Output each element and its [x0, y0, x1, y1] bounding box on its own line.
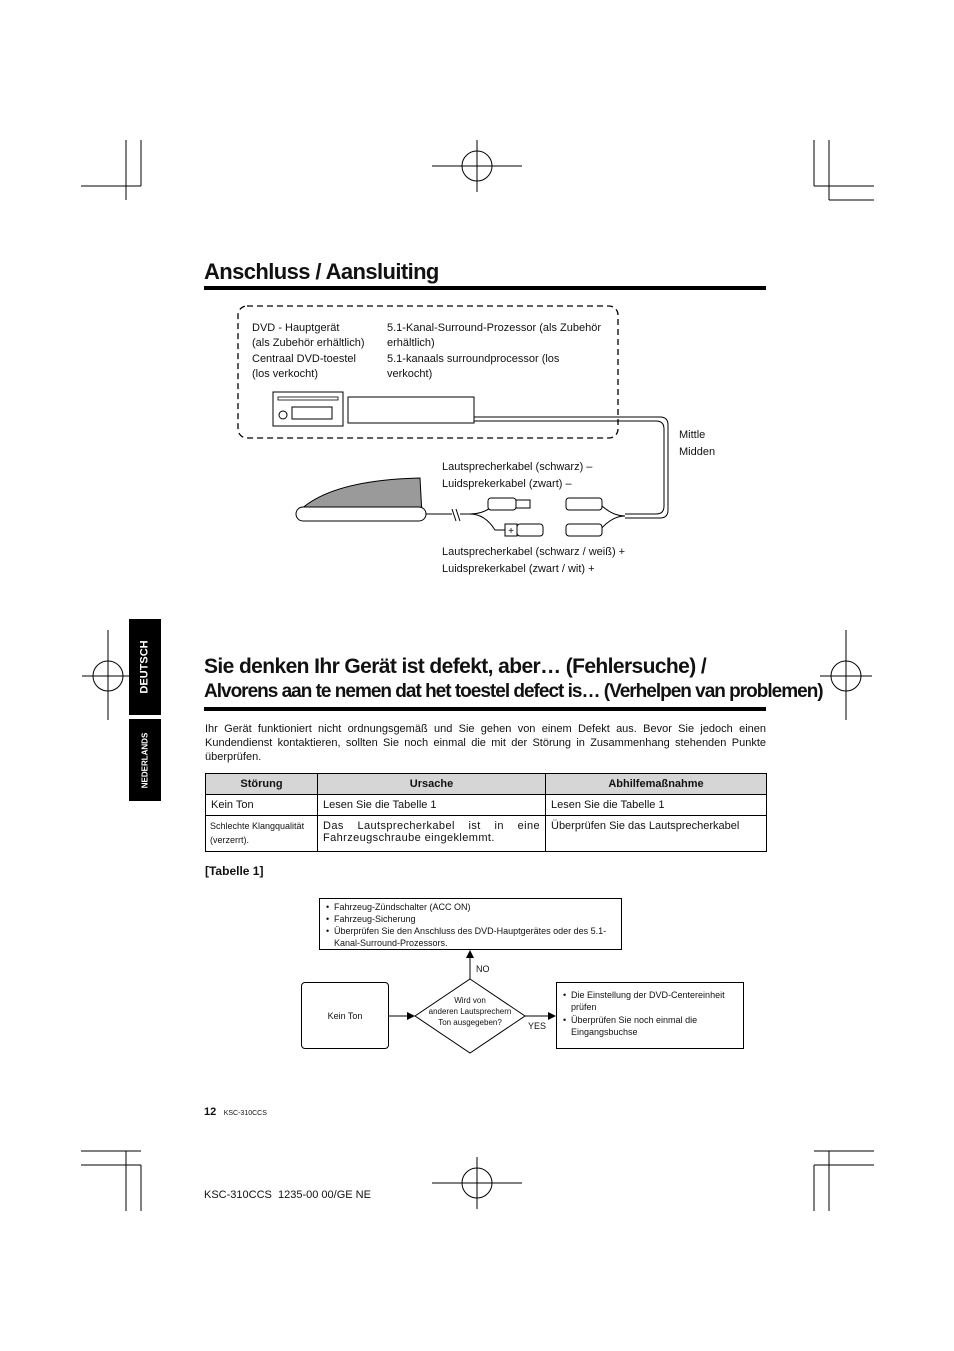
dvd-label-de: DVD - Hauptgerät (als Zubehör erhältlich)	[252, 322, 365, 349]
table-header: Störung	[206, 774, 318, 795]
flow-yes-label: YES	[528, 1021, 547, 1031]
print-code: KSC-310CCS 1235-00 00/GE NE	[204, 1189, 371, 1201]
footer-model: KSC-310CCS	[223, 1110, 267, 1117]
list-item: • Die Einstellung der DVD-Centereinheit prüfen	[561, 989, 739, 1013]
list-item: • Fahrzeug-Zündschalter (ACC ON)	[324, 901, 617, 913]
table-cell: Schlechte Klangqualität (verzerrt).	[206, 816, 318, 852]
section-title-verhelpen: Alvorens aan te nemen dat het toestel defect is… (Verhelpen van problemen)	[204, 681, 823, 702]
list-item: • Überprüfen Sie den Anschluss des DVD-Hauptgerätes oder des 5.1-Kanal-Surround-Prozessors.	[324, 925, 617, 949]
table-cell: Kein Ton	[206, 795, 318, 816]
table-cell: Überprüfen Sie das Lautsprecherkabel	[546, 816, 767, 852]
positive-cable-label: Lautsprecherkabel (schwarz / weiß) + Luidsprekerkabel (zwart / wit) +	[442, 546, 626, 575]
tabelle-1-label: [Tabelle 1]	[205, 864, 264, 878]
flow-top-box	[319, 898, 622, 950]
intro-paragraph: Ihr Gerät funktioniert nicht ordnungsgemäß und Sie gehen von einem Defekt aus. Bevor Sie jedoch einen Kundendienst kontaktieren, sollten Sie noch einmal die mit der Störung in Zusammenhang stehenden Punkte überprüfen.	[205, 723, 766, 763]
page-footer	[204, 1102, 267, 1120]
processor-label-de: 5.1-Kanal-Surround-Prozessor (als Zubehör erhältlich)	[387, 322, 601, 349]
table-cell: Lesen Sie die Tabelle 1	[546, 795, 767, 816]
section-title-fehlersuche: Sie denken Ihr Gerät ist defekt, aber… (Fehlersuche) /	[204, 655, 707, 678]
dvd-label-nl: Centraal DVD-toestel (los verkocht)	[252, 353, 356, 380]
list-item: • Überprüfen Sie noch einmal die Eingangsbuchse	[561, 1014, 739, 1038]
table-header: Abhilfemaßnahme	[546, 774, 767, 795]
side-tab-deutsch: DEUTSCH	[129, 619, 161, 715]
flow-right-box	[556, 982, 744, 1049]
flow-decision-text: Wird von anderen Lautsprechern Ton ausgegeben?	[428, 996, 512, 1027]
table-cell: Das Lautsprecherkabel ist in eine Fahrzeugschraube eingeklemmt.	[318, 816, 546, 852]
negative-cable-label: Lautsprecherkabel (schwarz) – Luidsprekerkabel (zwart) –	[442, 461, 593, 490]
flow-no-label: NO	[476, 964, 490, 974]
section-title-anschluss: Anschluss / Aansluiting	[204, 259, 439, 284]
processor-label-nl: 5.1-kanaals surroundprocessor (los verkocht)	[387, 353, 560, 380]
center-label: Mittle Midden	[679, 429, 716, 458]
svg-text:+: +	[508, 526, 514, 537]
table-cell: Lesen Sie die Tabelle 1	[318, 795, 546, 816]
list-item: • Fahrzeug-Sicherung	[324, 913, 617, 925]
page-number: 12	[204, 1106, 217, 1118]
table-header: Ursache	[318, 774, 546, 795]
flow-start-box: Kein Ton	[301, 982, 389, 1049]
side-tab-nederlands: NEDERLANDS	[129, 719, 161, 801]
